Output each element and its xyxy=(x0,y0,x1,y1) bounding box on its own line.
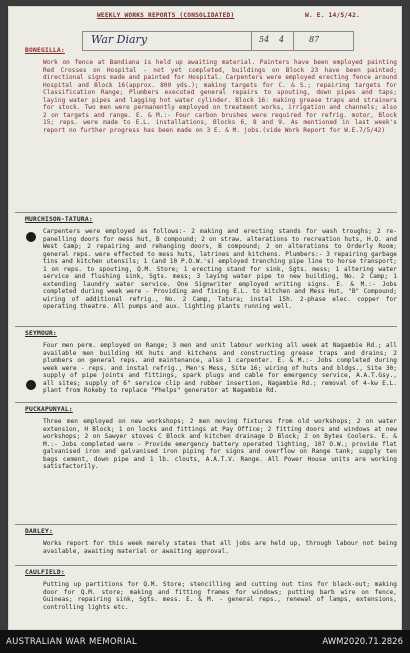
report-header xyxy=(97,12,397,19)
section-body: Carpenters were employed as follows:- 2 making and erecting stands for wash troughs; 2 re-panelling doors for mess hut, B compound; 2 on straw. alterations to recreation huts, H.Q. and West Camp; 2 repairing and rehanging doors, B compound; 2 on alterations to Orderly Room; general reps. were effected to mess huts, latrines and kitchens. Plumbers:- 3 repairing garbage tins and kitchen utensils; 1 (and 10 P.O.W.'s) employed trenching pipe line to horse transport; 1 on reps. to spouting, Q.M. Store; 1 erecting stand for sink, Sgts. mess; 1 altering water service and flushing sink, Sgts. mess; 3 laying water pipe to new building, No. 2 Camp; 1 extending laundry water service. One Signwriter employed writing signs. E. & M.:- Jobs completed during week were - Providing and fixing E.L. to kitchen and Mess Hut, "B" Compound; wiring of additional refrig., No. 2 Camp, Tatura; instal 15h. 2-phase elec. copper for operating theatre. All pumps and aux. lighting plants running well. xyxy=(43,228,397,311)
stamp-number: 4 xyxy=(279,35,285,44)
section-title: CAULFIELD: xyxy=(25,569,65,576)
report-title: WEEKLY WORKS REPORTS (CONSOLIDATED) xyxy=(97,12,235,19)
section-title: MURCHISON-TATURA: xyxy=(25,216,93,223)
institution-name: AUSTRALIAN WAR MEMORIAL xyxy=(6,637,138,647)
section-title: DARLEY: xyxy=(25,528,53,535)
section-darley xyxy=(25,528,397,555)
section-puckapunyal xyxy=(25,406,397,471)
stamp-number: 87 xyxy=(309,35,320,44)
section-body: Four men perm. employed on Range; 3 men and unit labour working all week at Nagambie Rd.; all available men building HX huts and kitchens and constructing grease traps and drains; 2 plumbers on general reps. and maintenance, also 1 carpenter. E. & M.:- Jobs completed during week were - reps. and instal refrig., Men's Mess, Site 16; wiring of huts and bldgs., Site 30; supply of pipe joints and fittings, spark plugs and cable for emergency service, A.A.T.Gsy., all sites; supply of 6" service clip and rubber insertion, Nagambie Rd.; removal of 4-kw E.L. plant from Rokeby to replace "Phelps" generator at Nagambie Rd. xyxy=(43,342,397,395)
section-bonegilla xyxy=(25,47,397,134)
section-divider xyxy=(15,212,397,213)
section-body: Work on fence at Bandiana is held up awaiting material. Painters have been employed painting Red Crosses on Hospital - not yet completed, buildings on Block 23 have been painted; directional signs made and painted for Hospital. Carpenters were employed erecting fence around Hospital and Block 16(approx. 800 yds.); making targets for C. & S.; repairing targets for Classification Range; Plumbers executed general repairs to spouting, down pipes and taps; laying water pipes and lagging hot water cylinder. Block 16: making grease traps and strainers for stock. Two men were permanently employed on treatment works, irrigation and channels; also 2 on targets and range. E. & M.:- Four carbon brushes were required for refrig. motor, Block 15; reps. were made to E.L. installations, Blocks 6, 8 and 9. As mentioned in last week's report no further progress has been made on 3 E. & M. jobs.(vide Work Report for W.E.7/5/42) xyxy=(43,59,397,134)
section-body: Works report for this week merely states that all jobs are held up, through labour not being available, awaiting material or awaiting approval. xyxy=(43,540,397,555)
section-caulfield xyxy=(25,569,397,611)
section-title: BONEGILLA: xyxy=(25,47,65,54)
document-page xyxy=(8,6,402,630)
catalogue-id: AWM2020.71.2826 xyxy=(322,637,403,647)
punch-hole xyxy=(26,232,36,242)
punch-hole xyxy=(26,380,36,390)
archive-footer xyxy=(0,630,410,653)
section-title: SEYMOUR: xyxy=(25,330,57,337)
section-divider xyxy=(15,326,397,327)
section-murchison-tatura xyxy=(25,216,397,311)
handwritten-annotation: War Diary xyxy=(91,33,148,46)
section-title: PUCKAPUNYAL: xyxy=(25,406,73,413)
section-divider xyxy=(15,565,397,566)
report-date: W. E. 14/5/42. xyxy=(305,12,360,19)
section-divider xyxy=(15,524,397,525)
section-body: Putting up partitions for Q.M. Store; stencilling and cutting out tins for black-out; making door for Q.M. store; making and fitting frames for windows; putting barb wire on fence, Guineas; repairing sink, Sgts. mess. E. & M. - general reps., renewal of lamps, extensions, controlling lights etc. xyxy=(43,581,397,611)
section-divider xyxy=(15,402,397,403)
section-body: Three men employed on new workshops; 2 men moving fixtures from old workshops; 2 on water extension, H Block; 1 on locks and fittings at Pay Office; 2 fitting doors and windows at new workshops; 2 on Sawyer stoves C Block and kitchen drainage D Block; 2 on Bytes Coolers. E. & M.:- Jobs completed were - Provide emergency battery operated lighting, 107 O.W.; provide flat galvanised iron and galvanised iron piping for signs and overflow on Range tank; supply ten bags cement, down pipe and 1 lb. clouts, A.A.T.V. Range. All Power House units are working satisfactorily. xyxy=(43,418,397,471)
stamp-number: 54 xyxy=(259,35,270,44)
section-seymour xyxy=(25,330,397,395)
